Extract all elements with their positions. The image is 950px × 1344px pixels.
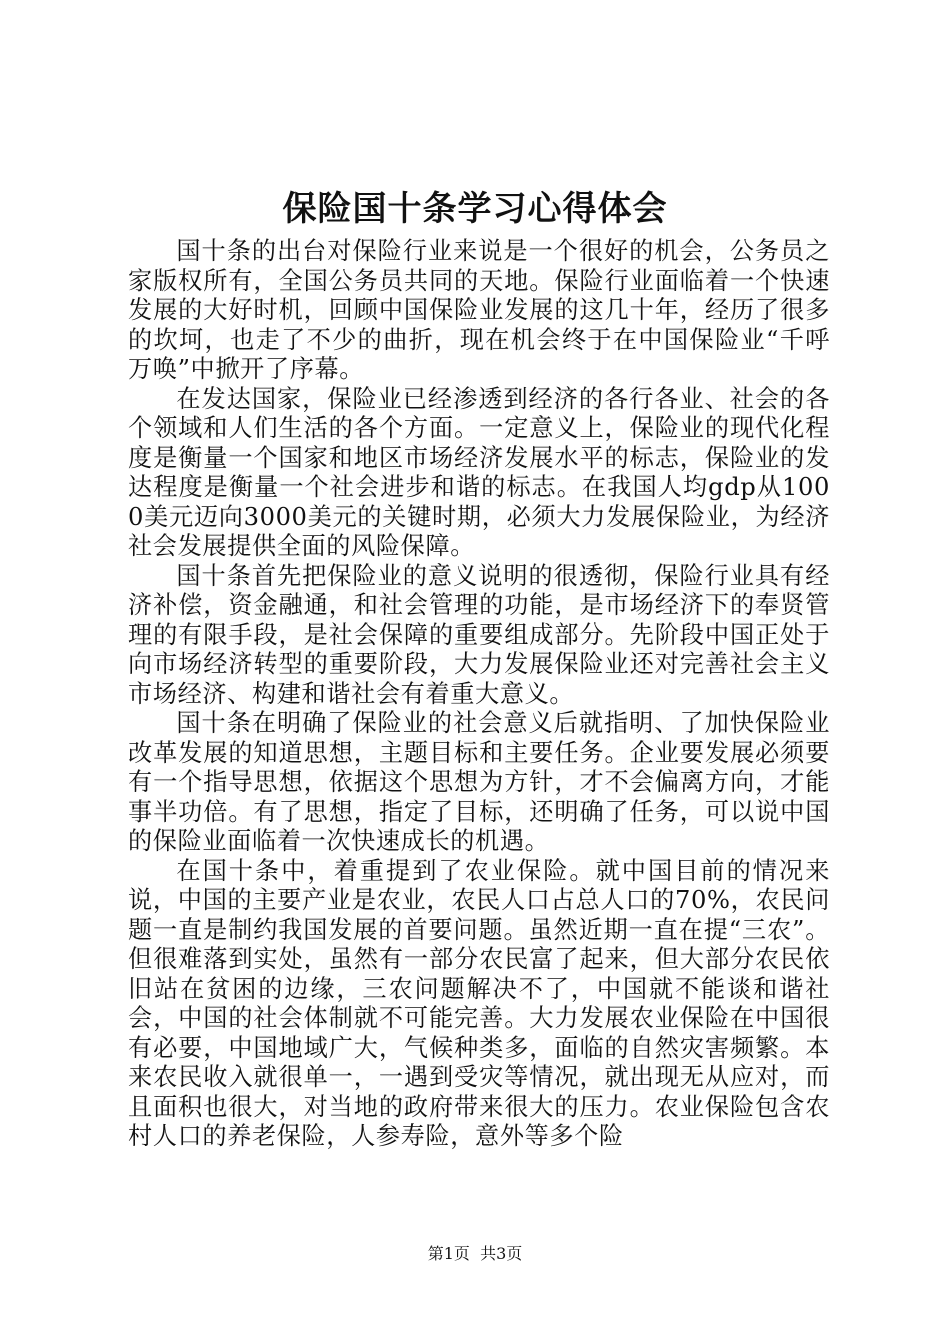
document-body <box>128 237 830 1152</box>
paragraph: 国十条的出台对保险行业来说是一个很好的机会，公务员之家版权所有，全国公务员共同的天地。保险行业面临着一个快速发展的大好时机，回顾中国保险业发展的这几十年，经历了很多的坎坷，也走了不少的曲折，现在机会终于在中国保险业“千呼万唤”中掀开了序幕。 <box>128 237 830 383</box>
page-number: 第1页 <box>427 1244 470 1263</box>
paragraph: 在国十条中，着重提到了农业保险。就中国目前的情况来说，中国的主要产业是农业，农民人口占总人口的70%，农民问题一直是制约我国发展的首要问题。虽然近期一直在提“三农”。但很难落到实处，虽然有一部分农民富了起来，但大部分农民依旧站在贫困的边缘，三农问题解决不了，中国就不能谈和谐社会，中国的社会体制就不可能完善。大力发展农业保险在中国很有必要，中国地域广大，气候种类多，面临的自然灾害频繁。本来农民收入就很单一，一遇到受灾等情况，就出现无从应对，而且面积也很大，对当地的政府带来很大的压力。农业保险包含农村人口的养老保险，人参寿险，意外等多个险 <box>128 856 830 1150</box>
document-title: 保险国十条学习心得体会 <box>282 189 668 229</box>
page-footer <box>0 1242 950 1266</box>
page-total: 共3页 <box>480 1244 523 1263</box>
paragraph: 国十条在明确了保险业的社会意义后就指明、了加快保险业改革发展的知道思想，主题目标和主要任务。企业要发展必须要有一个指导思想，依据这个思想为方针，才不会偏离方向，才能事半功倍。有了思想，指定了目标，还明确了任务，可以说中国的保险业面临着一次快速成长的机遇。 <box>128 709 830 855</box>
paragraph: 国十条首先把保险业的意义说明的很透彻，保险行业具有经济补偿，资金融通，和社会管理的功能，是市场经济下的奉贤管理的有限手段，是社会保障的重要组成部分。先阶段中国正处于向市场经济转型的重要阶段，大力发展保险业还对完善社会主义市场经济、构建和谐社会有着重大意义。 <box>128 561 830 708</box>
paragraph: 在发达国家，保险业已经渗透到经济的各行各业、社会的各个领域和人们生活的各个方面。一定意义上，保险业的现代化程度是衡量一个国家和地区市场经济发展水平的标志，保险业的发达程度是衡量一个社会进步和谐的标志。在我国人均gdp从1000美元迈向3000美元的关键时期，必须大力发展保险业，为经济社会发展提供全面的风险保障。 <box>128 384 830 560</box>
